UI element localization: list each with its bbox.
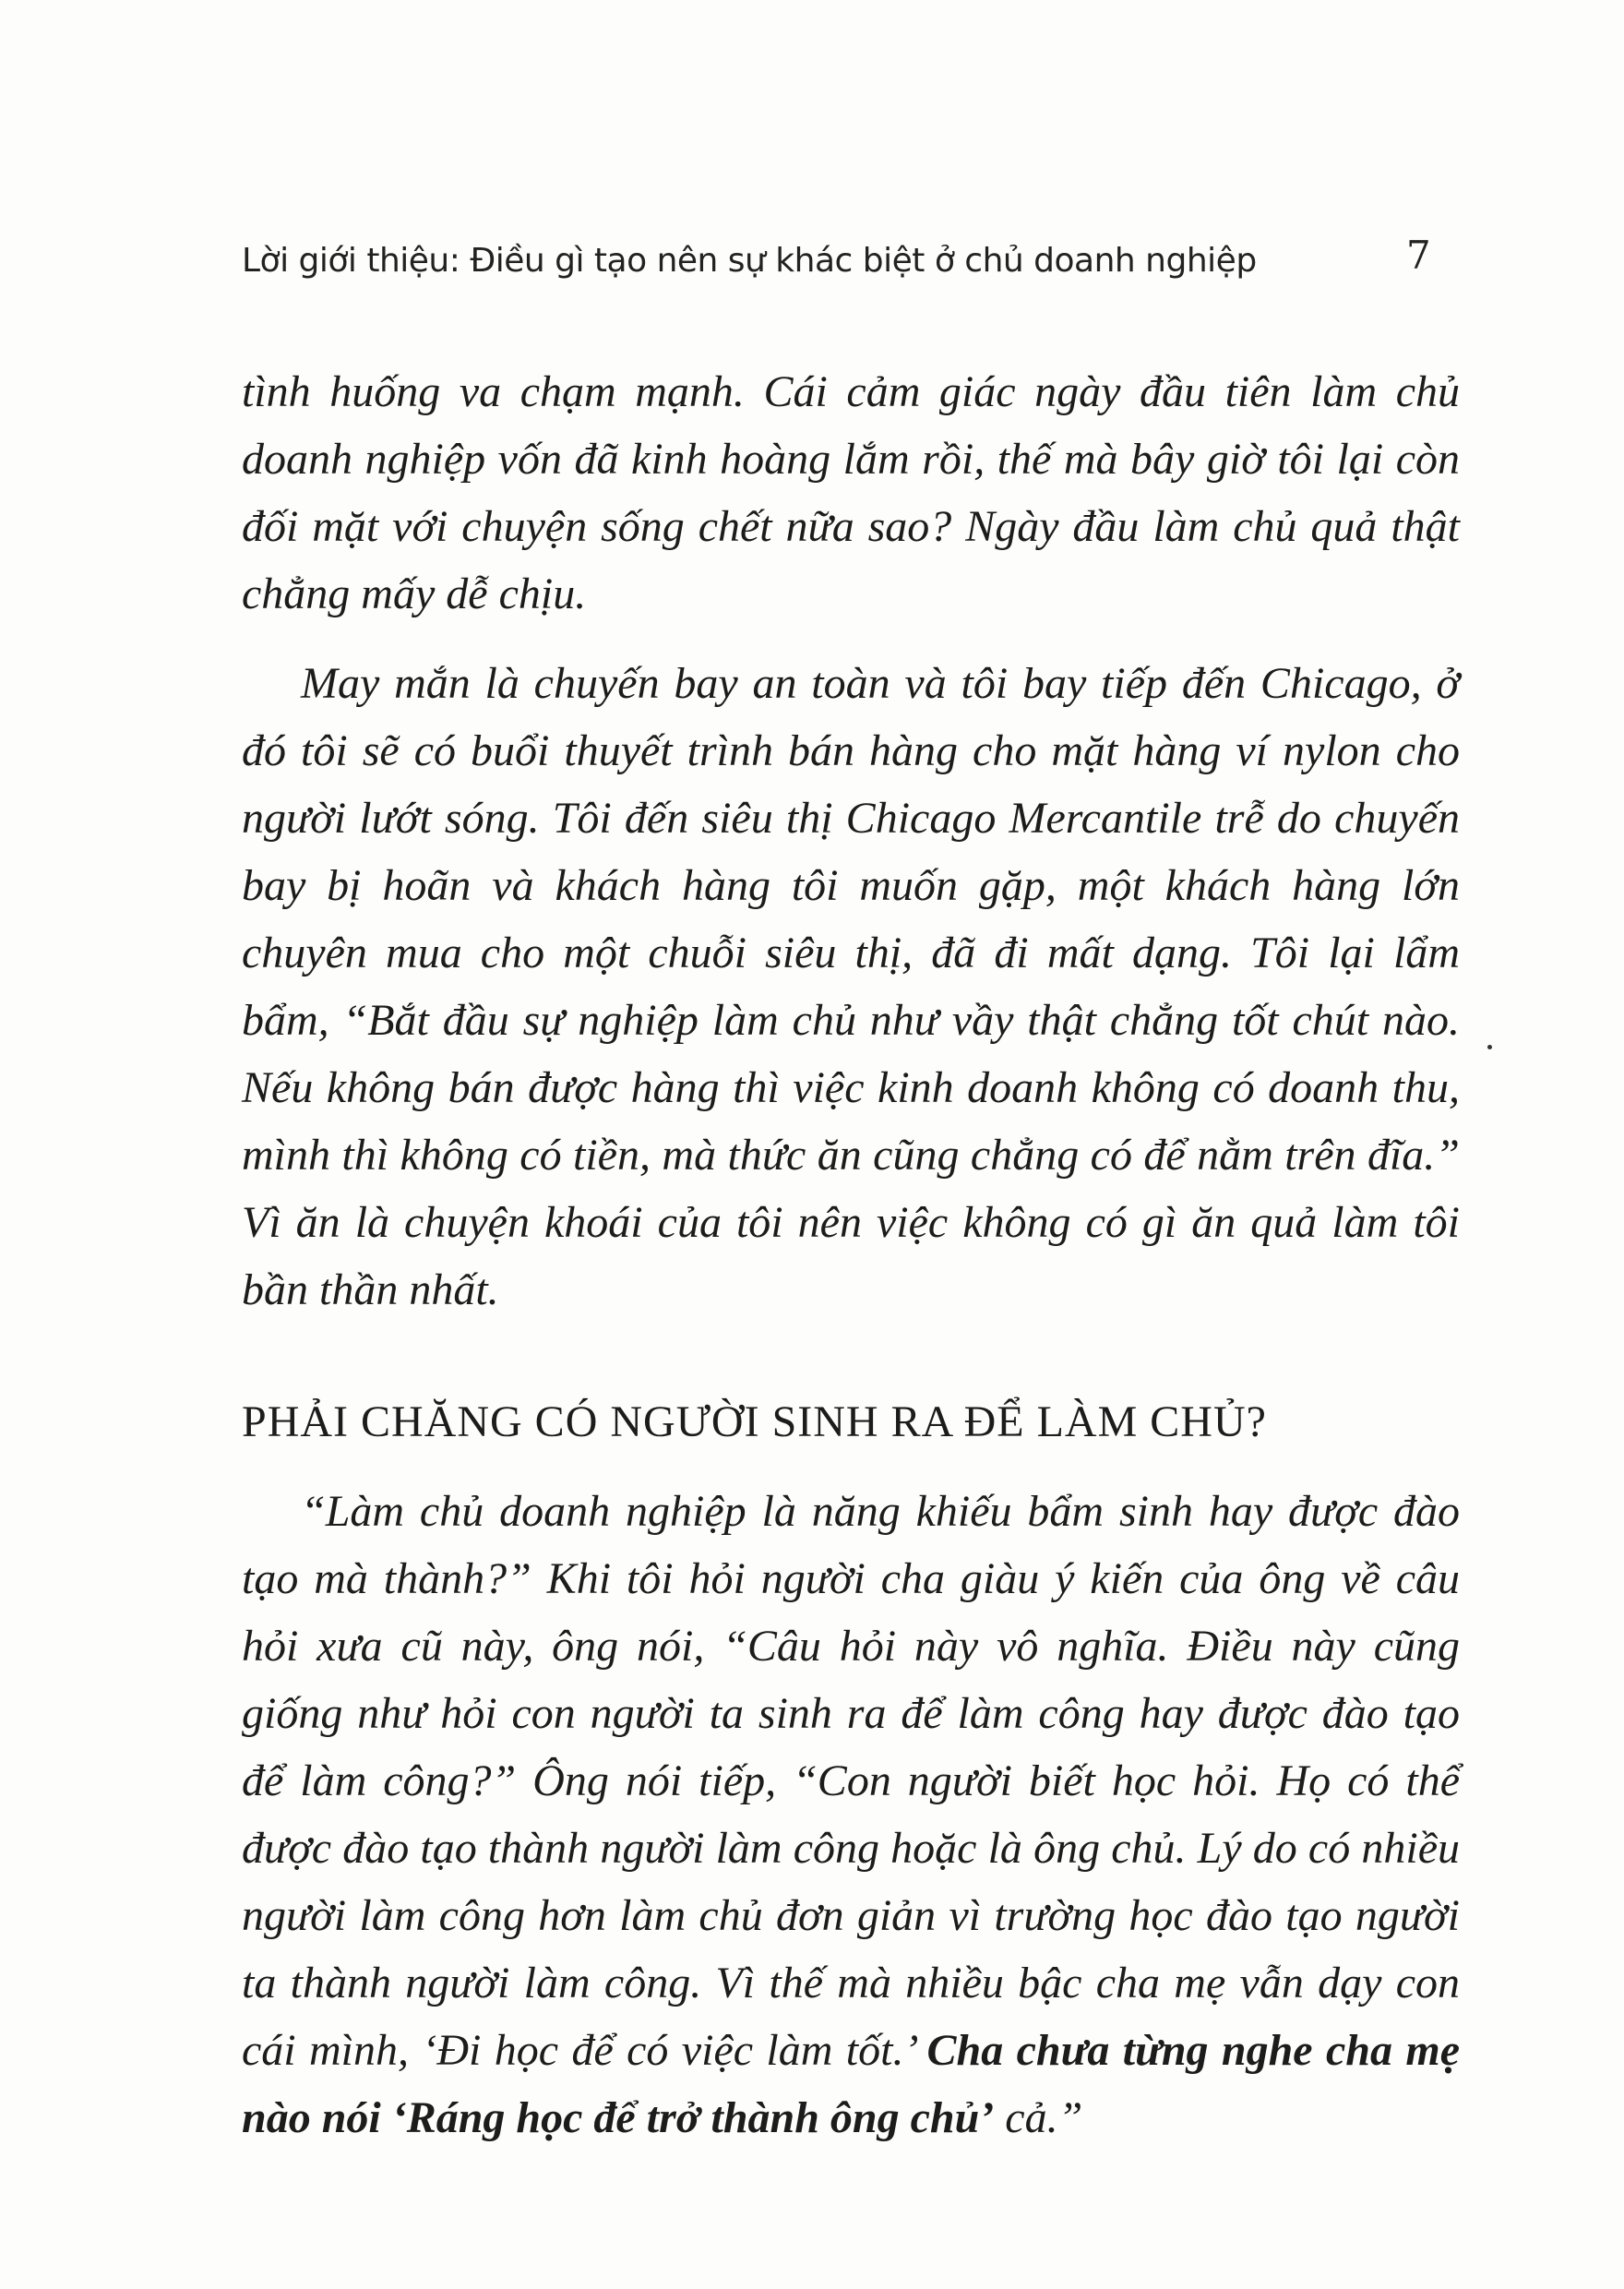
paragraph-continuation: tình huống va chạm mạnh. Cái cảm giác ngày đầu tiên làm chủ doanh nghiệp vốn đã kinh hoàng lắm rồi, thế mà bây giờ tôi lại còn đối mặt với chuyện sống chết nữa sao? Ngày đầu làm chủ quả thật chẳng mấy dễ chịu. [242, 367, 1460, 618]
paragraph-rich-dad-quote [242, 1478, 1460, 2151]
paragraph-chicago: May mắn là chuyến bay an toàn và tôi bay tiếp đến Chicago, ở đó tôi sẽ có buổi thuyết trình bán hàng cho mặt hàng ví nylon cho người lướt sóng. Tôi đến siêu thị Chicago Mercantile trễ do chuyến bay bị hoãn và khách hàng tôi muốn gặp, một khách hàng lớn chuyên mua cho một chuỗi siêu thị, đã đi mất dạng. Tôi lại lẩm bẩm, “Bắt đầu sự nghiệp làm chủ như vầy thật chẳng tốt chút nào. Nếu không bán được hàng thì việc kinh doanh không có doanh thu, mình thì không có tiền, mà thức ăn cũng chẳng có để nằm trên đĩa.” Vì ăn là chuyện khoái của tôi nên việc không có gì ăn quả làm tôi bần thần nhất. [242, 659, 1460, 1314]
scan-speck [1487, 1045, 1492, 1049]
quote-ending: cả.” [994, 2093, 1083, 2142]
body-text [242, 358, 1460, 2151]
quote-text: “Làm chủ doanh nghiệp là năng khiếu bẩm sinh hay được đào tạo mà thành?” Khi tôi hỏi người cha giàu ý kiến của ông về câu hỏi xưa cũ này, ông nói, “Câu hỏi này vô nghĩa. Điều này cũng giống như hỏi con người ta sinh ra để làm công hay được đào tạo để làm công?” Ông nói tiếp, “Con người biết học hỏi. Họ có thể được đào tạo thành người làm công hoặc là ông chủ. Lý do có nhiều người làm công hơn làm chủ đơn giản vì trường học đào tạo người ta thành người làm công. Vì thế mà nhiều bậc cha mẹ vẫn dạy con cái mình, ‘Đi học để có việc làm tốt.’ [242, 1487, 1460, 2075]
running-header: Lời giới thiệu: Điều gì tạo nên sự khác biệt ở chủ doanh nghiệp [242, 242, 1257, 280]
page-number: 7 [1406, 233, 1431, 278]
bold-quote-text: Cha chưa từng nghe cha mẹ nào nói ‘Ráng học để trở thành ông chủ’ [242, 2026, 1461, 2142]
section-heading: PHẢI CHĂNG CÓ NGƯỜI SINH RA ĐỂ LÀM CHỦ? [242, 1397, 1267, 1446]
